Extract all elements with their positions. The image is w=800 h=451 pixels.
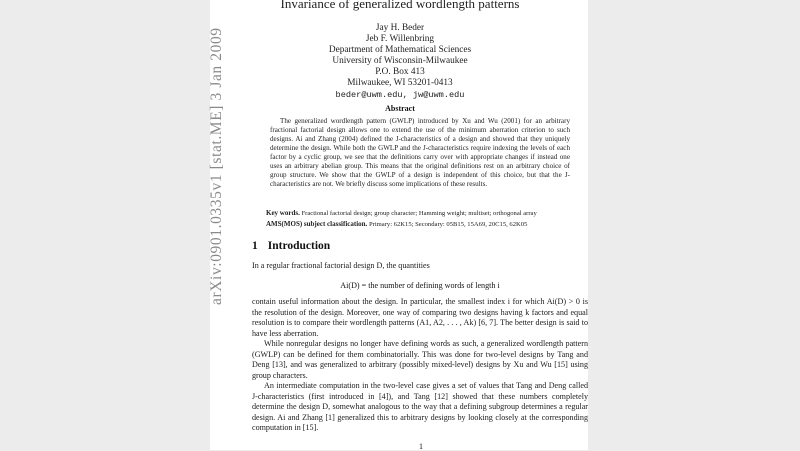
affiliation-department: Department of Mathematical Sciences xyxy=(328,45,472,56)
affiliation-university: University of Wisconsin-Milwaukee xyxy=(332,56,468,67)
affiliation-pobox: P.O. Box 413 xyxy=(375,67,425,78)
paragraph-text: contain useful information about the design. In particular, the smallest index i for which Ai(D) > 0 is the resolution of the design. Moreover, one way of comparing two designs having k factors and equal resolution is to compare their wordlength patterns (A1, A2, . . . , Ak) [6, 7]. The better design is said to have less aberration. xyxy=(252,297,588,338)
arxiv-identifier: arXiv:0901.0335v1 [stat.ME] 3 Jan 2009 xyxy=(208,27,225,305)
section-title: Introduction xyxy=(267,240,331,252)
abstract-text xyxy=(270,117,570,189)
background-left xyxy=(0,0,210,450)
keywords-label: Key words. xyxy=(266,209,300,217)
author-name: Jeb F. Willenbring xyxy=(365,34,435,45)
author-emails: beder@uwm.edu, jw@uwm.edu xyxy=(335,89,465,100)
page-number: 1 xyxy=(419,442,423,451)
body-paragraph-2 xyxy=(252,297,588,339)
keywords-line xyxy=(266,209,596,217)
author-block xyxy=(310,23,490,101)
body-paragraph-3 xyxy=(252,339,588,381)
ams-classification-line xyxy=(266,220,596,228)
body-paragraph-4 xyxy=(252,381,588,434)
body-paragraph-1 xyxy=(252,261,588,272)
keywords-text: Fractional factorial design; group character; Hamming weight; multiset; orthogonal array xyxy=(301,210,537,217)
display-equation: Ai(D) = the number of defining words of length i xyxy=(340,281,500,290)
affiliation-city: Milwaukee, WI 53201-0413 xyxy=(347,78,453,89)
author-name: Jay H. Beder xyxy=(375,23,425,33)
paragraph-text: While nonregular designs no longer have defining words as such, a generalized wordlength pattern (GWLP) can be defined for them combinatorially. This was done for two-level designs by Tang and Deng [13], and was generalized to arbitrary (possibly mixed-level) designs by Xu and Wu [15] using group characters. xyxy=(252,339,588,380)
section-heading xyxy=(252,240,330,252)
ams-label: AMS(MOS) subject classification. xyxy=(266,220,368,228)
section-number: 1 xyxy=(252,240,258,252)
paragraph-text: An intermediate computation in the two-level case gives a set of values that Tang and Deng called J-characteristics (first introduced in [4]), and Tang [12] showed that these numbers completely determine the design D, somewhat analogous to the way that a defining subgroup determines a regular design. Ai and Zhang [1] generalized this to arbitrary designs by looking closely at the corresponding computation in [15]. xyxy=(252,381,588,433)
abstract-paragraph: The generalized wordlength pattern (GWLP) introduced by Xu and Wu (2001) for an arbitrary fractional factorial design allows one to extend the use of the minimum aberration criterion to such designs. Ai and Zhang (2004) defined the J-characteristics of a design and showed that they uniquely determine the design. While both the GWLP and the J-characteristics require indexing the levels of each factor by a cyclic group, we see that the definitions carry over with appropriate changes if instead one uses an arbitrary abelian group. This means that the original definitions rest on an arbitrary choice of group structure. We show that the GWLP of a design is independent of this choice, but that the J-characteristics are not. We briefly discuss some implications of these results. xyxy=(270,117,570,189)
abstract-heading: Abstract xyxy=(385,104,415,113)
paper-title: Invariance of generalized wordlength patterns xyxy=(280,0,520,11)
paragraph-text: In a regular fractional factorial design D, the quantities xyxy=(252,261,430,270)
background-right xyxy=(588,0,800,450)
ams-text: Primary: 62K15; Secondary: 05B15, 15A69, 20C15, 62K05 xyxy=(368,221,528,228)
